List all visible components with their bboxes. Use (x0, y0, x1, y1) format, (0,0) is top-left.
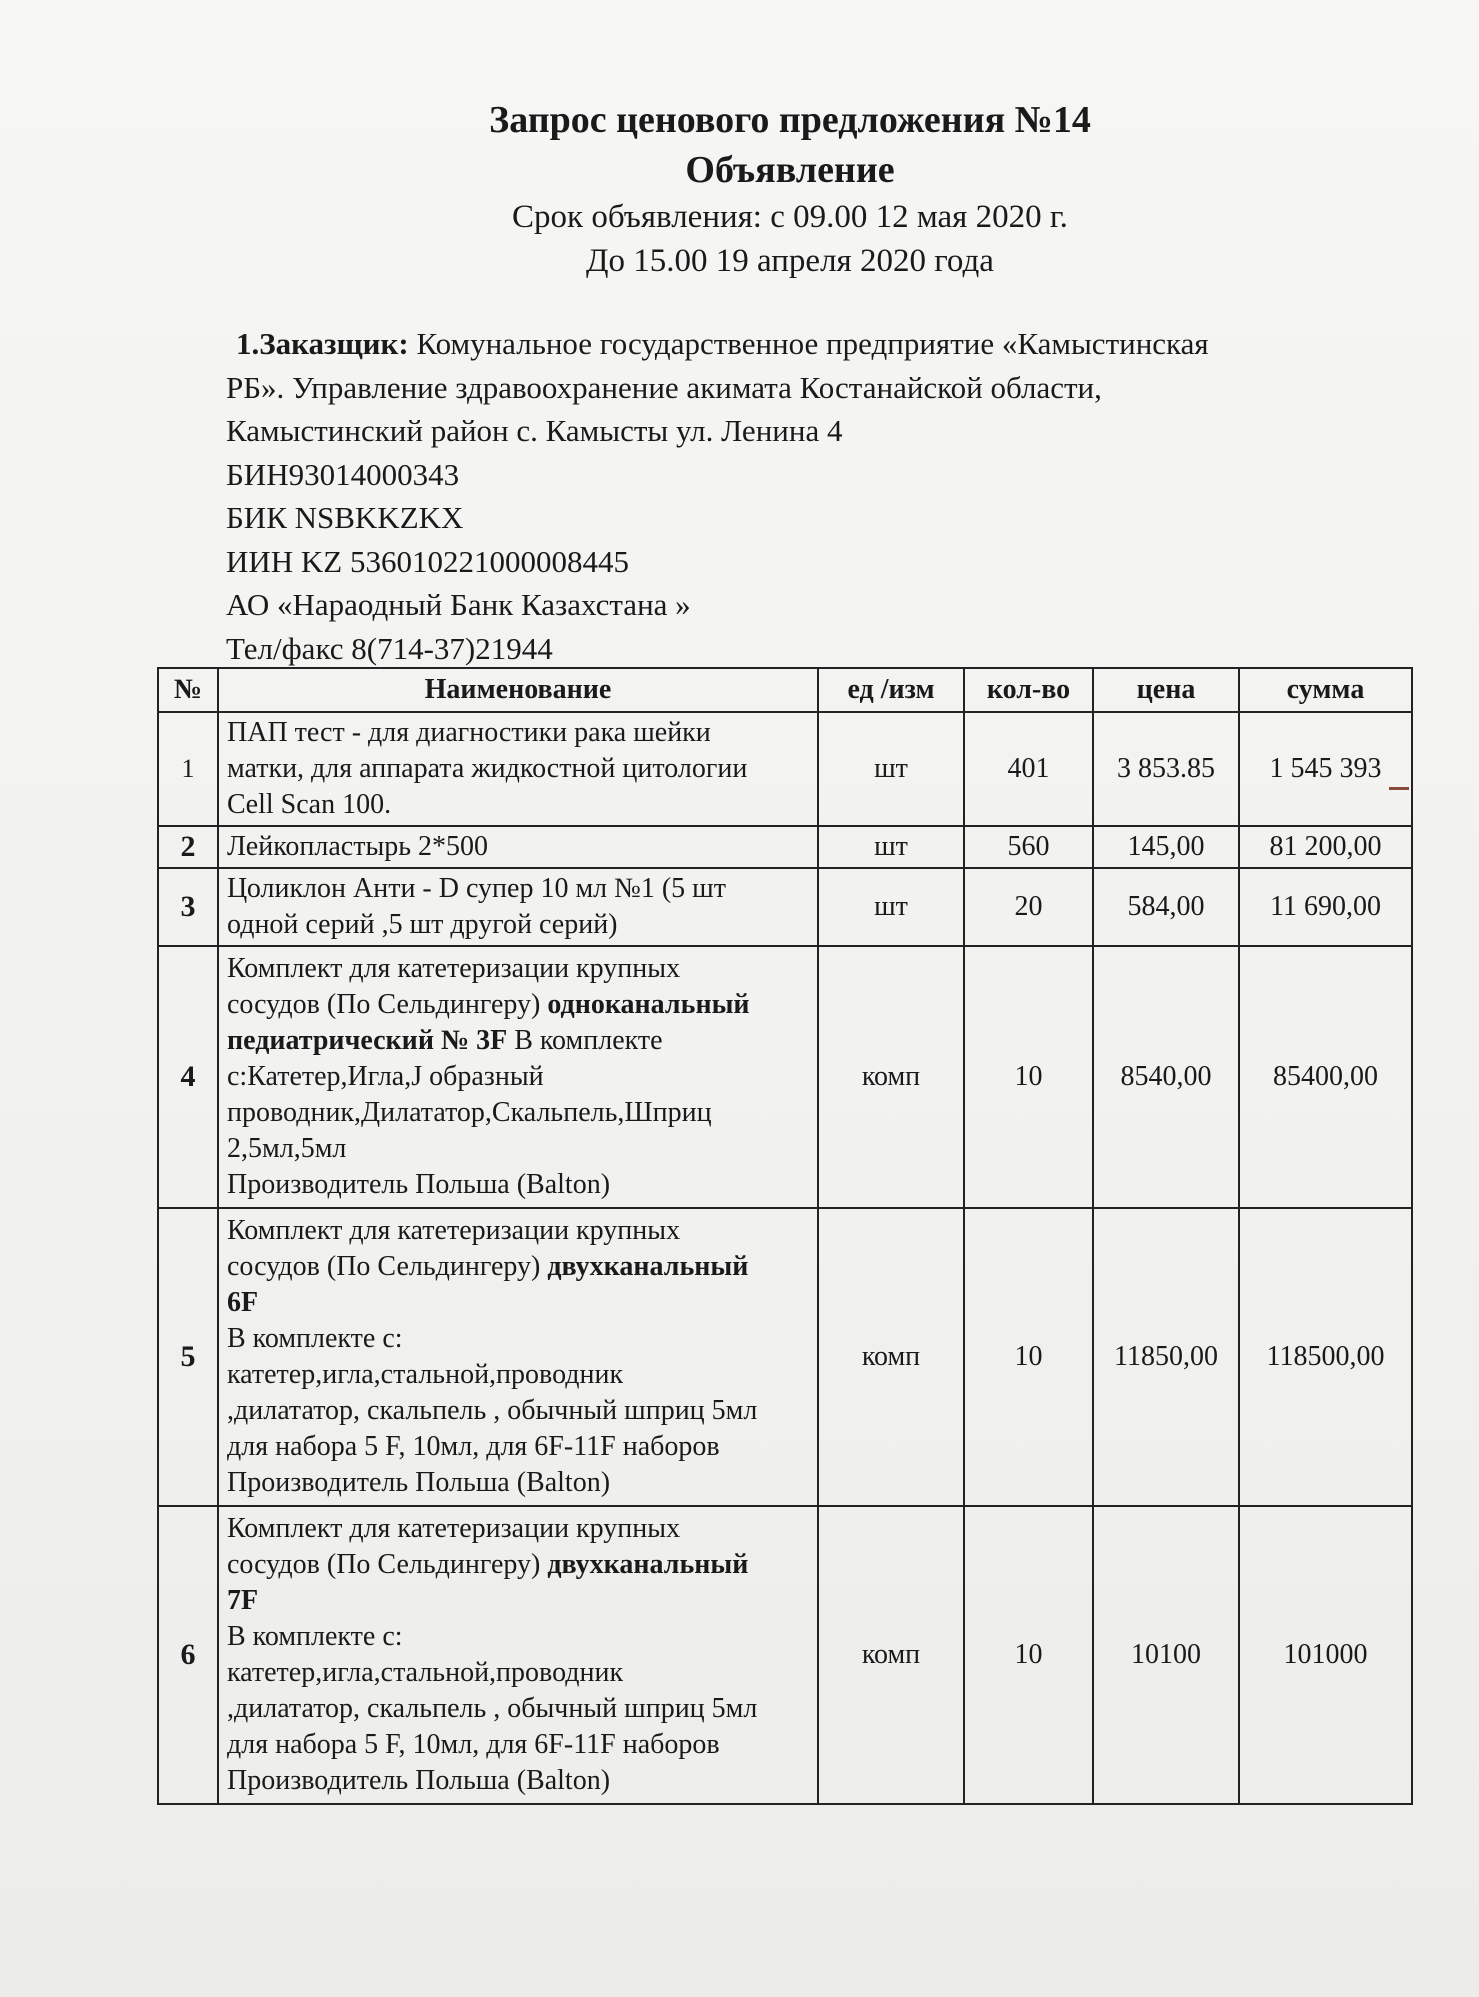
row-name (218, 712, 818, 826)
row-sum: 101000 (1239, 1506, 1412, 1804)
row-unit: комп (818, 1506, 964, 1804)
row-name-line: В комплекте с: (227, 1323, 403, 1354)
row-name-line: 6F (227, 1287, 259, 1318)
row-name-line: для набора 5 F, 10мл, для 6F-11F наборов (227, 1729, 720, 1760)
row-qty: 20 (964, 868, 1093, 946)
table-row (158, 868, 1412, 946)
row-name-line: Cell Scan 100. (227, 789, 392, 820)
row-name (218, 826, 818, 868)
document-title: Запрос ценового предложения №14 (489, 99, 1091, 141)
row-price: 145,00 (1093, 826, 1239, 868)
row-name-line: Комплект для катетеризации крупных (227, 953, 681, 984)
row-sum: 85400,00 (1239, 946, 1412, 1208)
items-table-wrapper (157, 667, 1411, 1805)
row-name-line: Производитель Польша (Balton) (227, 1467, 611, 1498)
row-qty: 10 (964, 1208, 1093, 1506)
row-name-bold: двухканальный (547, 1549, 749, 1580)
row-name-line: 7F (227, 1585, 259, 1616)
header-num: № (158, 668, 218, 712)
row-num: 2 (158, 826, 218, 868)
row-name-line: ,дилататор, скальпель , обычный шприц 5мл (227, 1395, 758, 1426)
header-sum: сумма (1239, 668, 1412, 712)
row-price: 584,00 (1093, 868, 1239, 946)
row-name-line: В комплекте с: (227, 1621, 403, 1652)
row-name-bold: педиатрический № 3F (227, 1025, 508, 1056)
row-qty: 560 (964, 826, 1093, 868)
row-name-line: Лейкопластырь 2*500 (227, 831, 489, 862)
row-unit: комп (818, 1208, 964, 1506)
customer-phone: Тел/факс 8(714-37)21944 (226, 630, 553, 666)
row-sum: 1 545 393 (1239, 712, 1412, 826)
deadline-line-2: До 15.00 19 апреля 2020 года (586, 243, 994, 279)
header-name: Наименование (218, 668, 818, 712)
customer-line-1: Комунальное государственное предприятие «Камыстинская (416, 326, 1209, 361)
row-name-line: катетер,игла,стальной,проводник (227, 1359, 624, 1390)
row-qty: 10 (964, 946, 1093, 1208)
row-name-text: сосудов (По Сельдингеру) (227, 1549, 548, 1580)
row-qty: 10 (964, 1506, 1093, 1804)
table-header-row (158, 668, 1412, 712)
row-name-text: В комплекте (507, 1025, 663, 1056)
row-name-line: Производитель Польша (Balton) (227, 1169, 611, 1200)
customer-line-3: Камыстинский район с. Камысты ул. Ленина 4 (226, 413, 843, 448)
row-sum: 118500,00 (1239, 1208, 1412, 1506)
row-name-text: сосудов (По Сельдингеру) (227, 989, 548, 1020)
row-name-line: Цоликлон Анти - D супер 10 мл №1 (5 шт (227, 873, 726, 904)
table-row (158, 946, 1412, 1208)
row-name-line: ,дилататор, скальпель , обычный шприц 5мл (227, 1693, 758, 1724)
row-qty: 401 (964, 712, 1093, 826)
row-name-bold: двухканальный (547, 1251, 749, 1282)
row-sum: 11 690,00 (1239, 868, 1412, 946)
customer-label: 1.Заказщик: (236, 326, 409, 361)
row-name-line: 2,5мл,5мл (227, 1133, 347, 1164)
pen-mark (1389, 787, 1409, 790)
deadline-line-1: Срок объявления: с 09.00 12 мая 2020 г. (512, 199, 1068, 235)
row-unit: шт (818, 826, 964, 868)
row-name-line (227, 987, 809, 1023)
row-unit: шт (818, 868, 964, 946)
customer-block (226, 322, 1406, 670)
row-name-line: матки, для аппарата жидкостной цитологии (227, 753, 748, 784)
row-name-line: Комплект для катетеризации крупных (227, 1215, 681, 1246)
header-qty: кол-во (964, 668, 1093, 712)
row-name-line: Производитель Польша (Balton) (227, 1765, 611, 1796)
row-name (218, 946, 818, 1208)
table-row (158, 826, 1412, 868)
row-num: 6 (158, 1506, 218, 1804)
row-name (218, 1506, 818, 1804)
row-num: 4 (158, 946, 218, 1208)
header-price: цена (1093, 668, 1239, 712)
row-name-line (227, 1547, 809, 1583)
row-name-line: Комплект для катетеризации крупных (227, 1513, 681, 1544)
customer-bik: БИК NSBKKZKX (226, 500, 464, 535)
row-name-line: катетер,игла,стальной,проводник (227, 1657, 624, 1688)
table-row (158, 712, 1412, 826)
customer-line-2: РБ». Управление здравоохранение акимата Костанайской области, (226, 369, 1102, 405)
customer-bin: БИН93014000343 (226, 456, 460, 492)
row-name-line: для набора 5 F, 10мл, для 6F-11F наборов (227, 1431, 720, 1462)
row-name-line: проводник,Дилататор,Скальпель,Шприц (227, 1097, 712, 1128)
row-name (218, 868, 818, 946)
document-header (0, 95, 1479, 283)
header-unit: ед /изм (818, 668, 964, 712)
items-table (157, 667, 1413, 1805)
row-num: 5 (158, 1208, 218, 1506)
row-name-text: сосудов (По Сельдингеру) (227, 1251, 548, 1282)
row-price: 10100 (1093, 1506, 1239, 1804)
row-name-line: ПАП тест - для диагностики рака шейки (227, 717, 711, 748)
customer-bank: АО «Нараодный Банк Казахстана » (226, 587, 691, 622)
table-row (158, 1506, 1412, 1804)
row-price: 3 853.85 (1093, 712, 1239, 826)
row-name (218, 1208, 818, 1506)
row-num: 1 (158, 712, 218, 826)
table-row (158, 1208, 1412, 1506)
row-name-line: с:Катетер,Игла,J образный (227, 1061, 544, 1092)
customer-iin: ИИН KZ 536010221000008445 (226, 543, 629, 579)
row-num: 3 (158, 868, 218, 946)
row-unit: шт (818, 712, 964, 826)
row-sum: 81 200,00 (1239, 826, 1412, 868)
row-name-line (227, 1249, 809, 1285)
row-name-line: одной серий ,5 шт другой серий) (227, 909, 618, 940)
row-price: 8540,00 (1093, 946, 1239, 1208)
document-subtitle: Объявление (685, 149, 895, 191)
row-name-line (227, 1023, 809, 1059)
row-name-bold: одноканальный (547, 989, 750, 1020)
row-unit: комп (818, 946, 964, 1208)
row-price: 11850,00 (1093, 1208, 1239, 1506)
